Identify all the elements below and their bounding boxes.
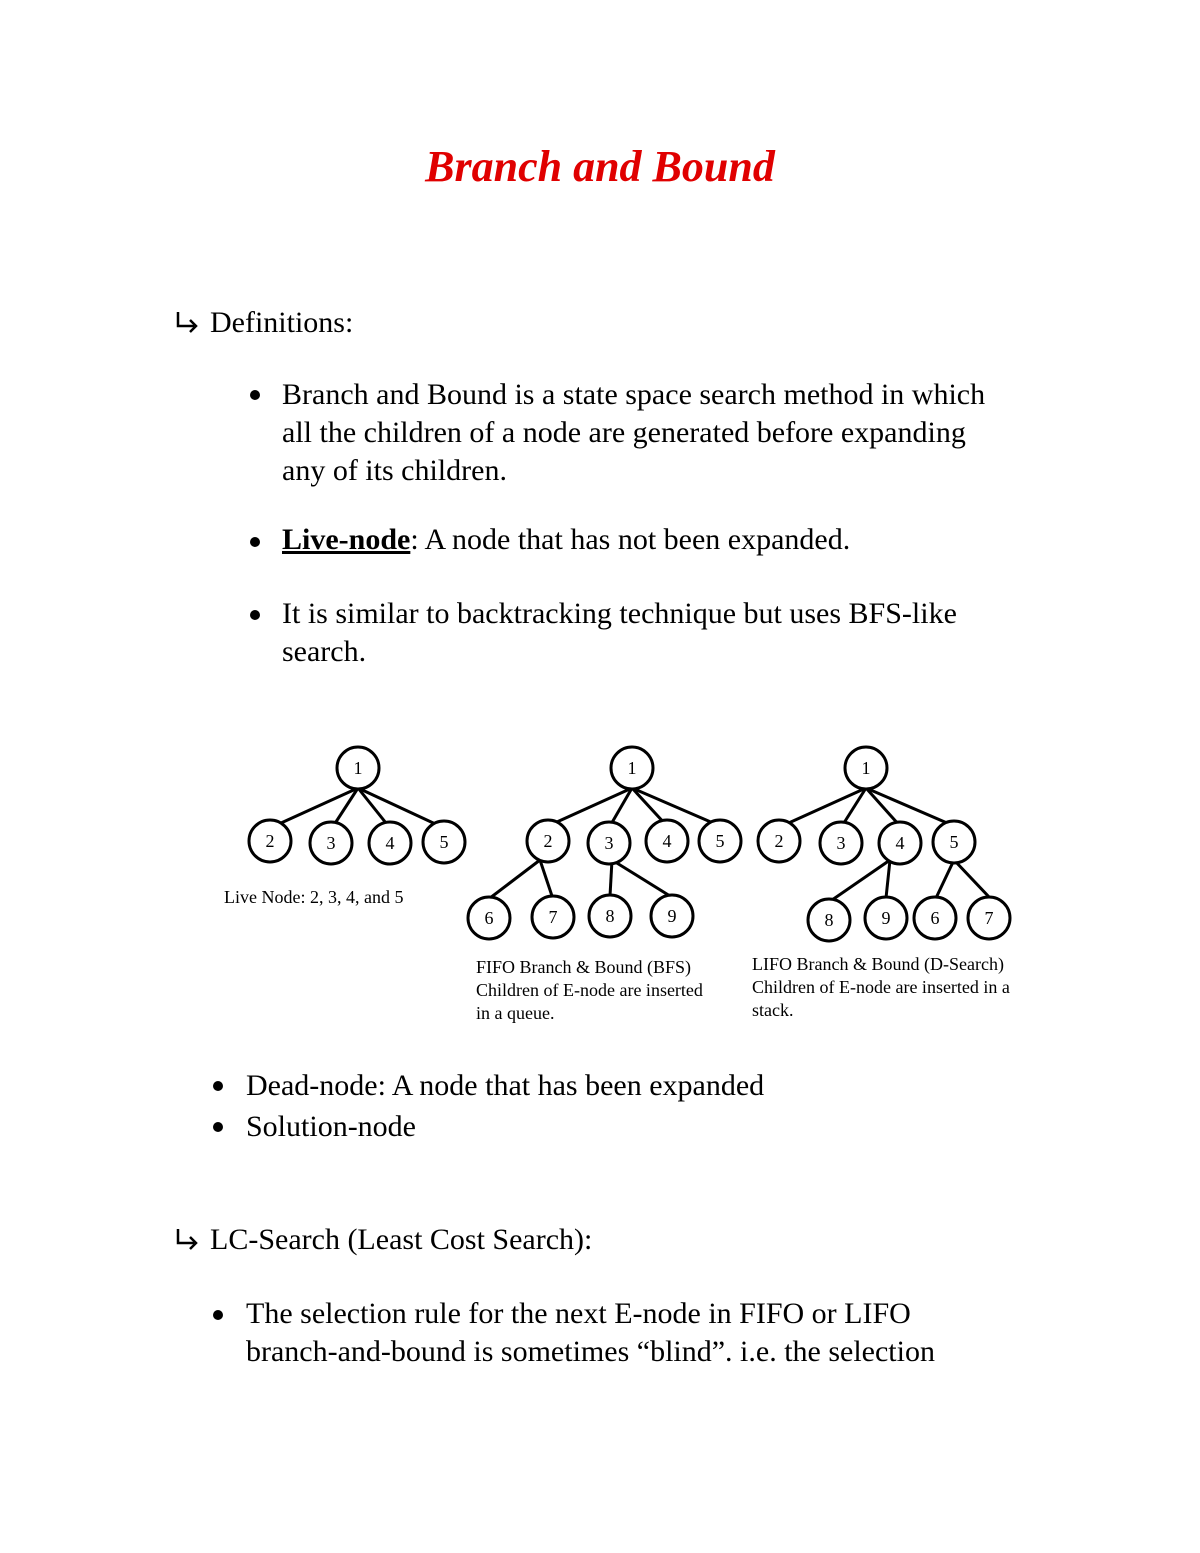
node-label: 5 [715,831,725,851]
node-label: 4 [385,833,395,853]
text-line: It is similar to backtracking technique but uses BFS-like [282,597,957,630]
bullet-item: Solution-node [246,1110,416,1143]
text-line: all the children of a node are generated before expanding [282,416,966,449]
node-label: 2 [265,831,275,851]
node-label: 1 [861,758,871,778]
node-label: 9 [881,908,891,928]
bullet-dot [250,537,260,547]
caption-line: LIFO Branch & Bound (D-Search) [752,954,1004,974]
section-heading: Definitions: [210,306,354,339]
caption-live-node: Live Node: 2, 3, 4, and 5 [224,887,404,907]
bullet-dot [213,1310,223,1320]
bullet-dot [213,1081,223,1091]
node-label: 3 [326,833,336,853]
text-line: : A node that has not been expanded. [410,523,851,556]
bullet-item [282,376,1142,490]
text-line: branch-and-bound is sometimes “blind”. i.e. the selection [246,1335,935,1368]
bullet-dot [250,390,260,400]
node-label: 7 [548,907,558,927]
node-label: 6 [484,908,494,928]
bullet-dot [213,1122,223,1132]
node-label: 1 [627,758,637,778]
term-live-node: Live-node [282,523,411,556]
text-line: Branch and Bound is a state space search method in which [282,378,986,411]
node-label: 1 [353,758,363,778]
caption-line: in a queue. [476,1003,555,1023]
bullet-item [246,1295,1146,1371]
node-label: 2 [543,831,553,851]
hook-arrow-icon [172,308,202,338]
node-label: 2 [774,831,784,851]
node-label: 8 [605,906,615,926]
caption-line: stack. [752,1000,794,1020]
bullet-item [282,521,1142,559]
section-definitions [172,304,353,342]
caption-line: FIFO Branch & Bound (BFS) [476,957,692,977]
bullet-item: Dead-node: A node that has been expanded [246,1069,765,1102]
caption-line: Children of E-node are inserted in a [752,977,1010,997]
text-line: any of its children. [282,454,507,487]
section-lc-search [172,1221,592,1259]
page-title: Branch and Bound [425,142,775,191]
node-label: 8 [824,910,834,930]
node-label: 4 [895,833,905,853]
caption-fifo [476,956,703,1025]
node-label: 3 [604,833,614,853]
node-label: 5 [949,832,959,852]
node-label: 4 [662,831,672,851]
node-label: 7 [984,908,994,928]
bullet-item [282,595,1142,671]
node-label: 3 [836,833,846,853]
caption-line: Children of E-node are inserted [476,980,703,1000]
node-label: 9 [667,906,677,926]
node-label: 6 [930,908,940,928]
node-label: 5 [439,832,449,852]
hook-arrow-icon [172,1225,202,1255]
bullet-dot [250,610,260,620]
section-heading: LC-Search (Least Cost Search): [210,1223,593,1256]
caption-lifo [752,953,1010,1022]
text-line: The selection rule for the next E-node in FIFO or LIFO [246,1297,911,1330]
text-line: search. [282,635,367,668]
